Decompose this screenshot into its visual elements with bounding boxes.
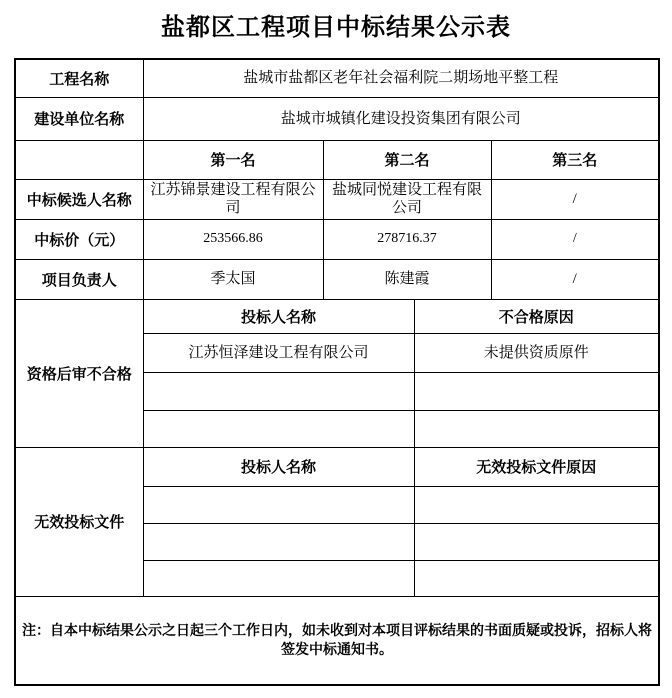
invalid-reason-1 [414,486,659,523]
owner-value: 盐城市城镇化建设投资集团有限公司 [143,97,659,140]
invalid-bidder-3 [143,560,414,596]
price-label: 中标价（元） [15,219,143,259]
invalid-bidder-header: 投标人名称 [143,447,414,486]
candidate-label: 中标候选人名称 [15,179,143,219]
unqualified-reason-2 [414,372,659,410]
invalid-reason-2 [414,523,659,560]
unqualified-bidder-3 [143,410,414,447]
invalid-section-label: 无效投标文件 [15,447,143,596]
unqualified-bidder-2 [143,372,414,410]
table-row [15,259,659,299]
invalid-reason-header: 无效投标文件原因 [414,447,659,486]
unqualified-reason-header: 不合格原因 [414,299,659,333]
invalid-bidder-1 [143,486,414,523]
table-row [15,299,659,333]
page-title: 盐都区工程项目中标结果公示表 [161,15,511,41]
unqualified-section-label: 资格后审不合格 [15,299,143,447]
table-row [15,59,659,97]
note-text: 注：自本中标结果公示之日起三个工作日内，如未收到对本项目评标结果的书面质疑或投诉，招标人将签发中标通知书。 [15,596,659,685]
table-row [15,140,659,179]
price-first: 253566.86 [143,219,323,259]
rank-header-first: 第一名 [143,140,323,179]
manager-first: 季太国 [143,259,323,299]
unqualified-reason-1: 未提供资质原件 [414,333,659,372]
owner-label: 建设单位名称 [15,97,143,140]
project-name-label: 工程名称 [15,59,143,97]
rank-header-third: 第三名 [491,140,659,179]
manager-label: 项目负责人 [15,259,143,299]
invalid-reason-3 [414,560,659,596]
candidate-second: 盐城同悦建设工程有限公司 [323,179,491,219]
candidate-third: / [491,179,659,219]
rank-empty-cell [15,140,143,179]
manager-second: 陈建霞 [323,259,491,299]
table-row [15,179,659,219]
table-row [15,219,659,259]
rank-header-second: 第二名 [323,140,491,179]
invalid-bidder-2 [143,523,414,560]
project-name-value: 盐城市盐都区老年社会福利院二期场地平整工程 [143,59,659,97]
table-row [15,97,659,140]
results-table [14,58,660,686]
unqualified-bidder-1: 江苏恒泽建设工程有限公司 [143,333,414,372]
candidate-first: 江苏锦景建设工程有限公司 [143,179,323,219]
table-row [15,596,659,685]
unqualified-bidder-header: 投标人名称 [143,299,414,333]
unqualified-reason-3 [414,410,659,447]
table-row [15,447,659,486]
price-third: / [491,219,659,259]
manager-third: / [491,259,659,299]
price-second: 278716.37 [323,219,491,259]
